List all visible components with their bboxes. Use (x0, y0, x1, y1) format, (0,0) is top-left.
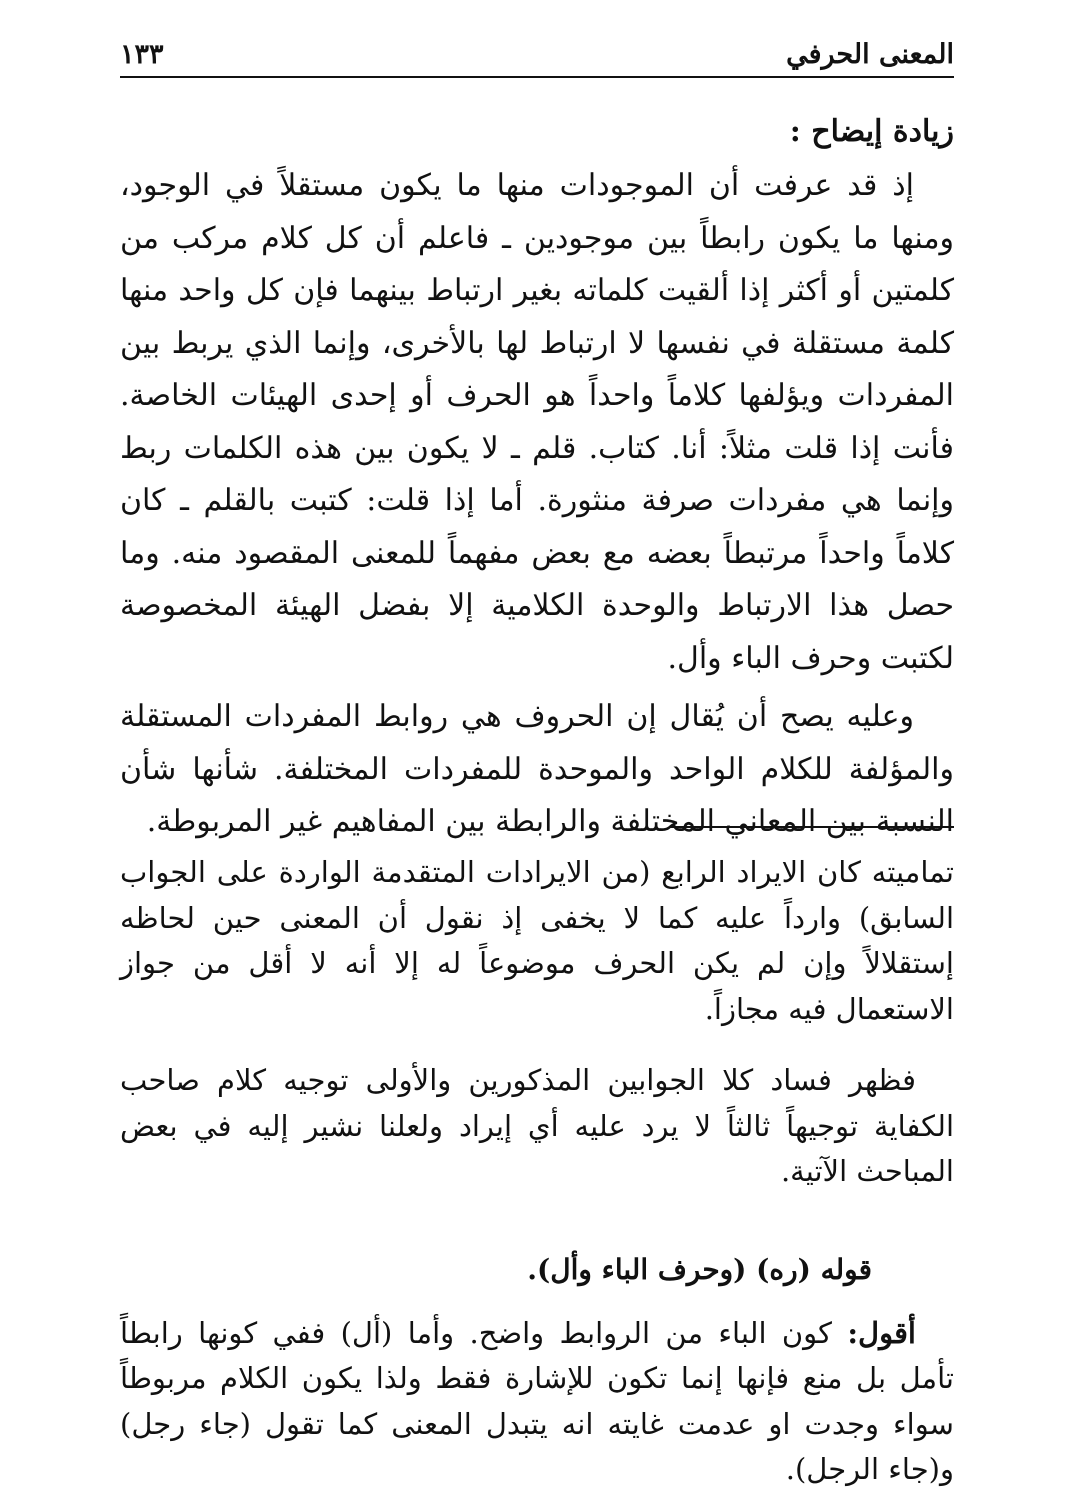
running-head (120, 34, 954, 78)
footnote-separator (669, 826, 954, 828)
footnote-1: تماميته كان الايراد الرابع (من الايرادات المتقدمة الواردة على الجواب السابق) وارداً عليه كما لا يخفى إذ نقول أن المعنى حين لحاظه إستقلالاً وإن لم يكن الحرف موضوعاً له إلا أنه لا أقل من جواز الاستعمال فيه مجازاً. (120, 855, 954, 1026)
paragraph-2: وعليه يصح أن يُقال إن الحروف هي روابط المفردات المستقلة والمؤلفة للكلام الواحد والموحدة للمفردات المختلفة. شأنها شأن النسبة بين المعاني المختلفة والرابطة بين المفاهيم غير المربوطة. (120, 699, 954, 839)
footnote-3-lead: أقول: (847, 1315, 916, 1350)
section-heading: زيادة إيضاح : (789, 114, 954, 149)
footnote-3 (120, 1311, 954, 1493)
footnote-3-body: كون الباء من الروابط واضح. وأما (أل) ففي كونها رابطاً تأمل بل منع فإنها إنما تكون للإشارة فقط ولذا يكون الكلام مربوطاً سواء وجدت او عدمت غايته انه يتبدل المعنى كما تقول (جاء رجل) و(جاء الرجل). (120, 1315, 954, 1486)
running-title: المعنى الحرفي (786, 39, 954, 70)
footnote-2: فظهر فساد كلا الجوابين المذكورين والأولى توجيه كلام صاحب الكفاية توجيهاً ثالثاً لا يرد عليه أي إيراد ولعلنا نشير إليه في بعض المباحث الآتية. (120, 1063, 954, 1188)
paragraph-1: إذ قد عرفت أن الموجودات منها ما يكون مستقلاً في الوجود، ومنها ما يكون رابطاً بين موجودين ـ فاعلم أن كل كلام مركب من كلمتين أو أكثر إذا ألقيت كلماته بغير ارتباط بينهما فإن كل واحد منها كلمة مستقلة في نفسها لا ارتباط لها بالأخرى، وإنما الذي يربط بين المفردات ويؤلفها كلاماً واحداً هو الحرف أو إحدى الهيئات الخاصة. فأنت إذا قلت مثلاً: أنا. كتاب. قلم ـ لا يكون بين هذه الكلمات ربط وإنما هي مفردات صرفة منثورة. أما إذا قلت: كتبت بالقلم ـ كان كلاماً واحداً مرتبطاً بعضه مع بعض مفهماً للمعنى المقصود منه. وما حصل هذا الارتباط والوحدة الكلامية إلا بفضل الهيئة المخصوصة لكتبت وحرف الباء وأل. (120, 168, 954, 676)
footnote-subheading: قوله (ره) (وحرف الباء وأل). (527, 1252, 872, 1286)
page-number: ١٣٣ (120, 39, 164, 70)
footnotes (120, 850, 954, 1493)
main-text (120, 108, 954, 849)
